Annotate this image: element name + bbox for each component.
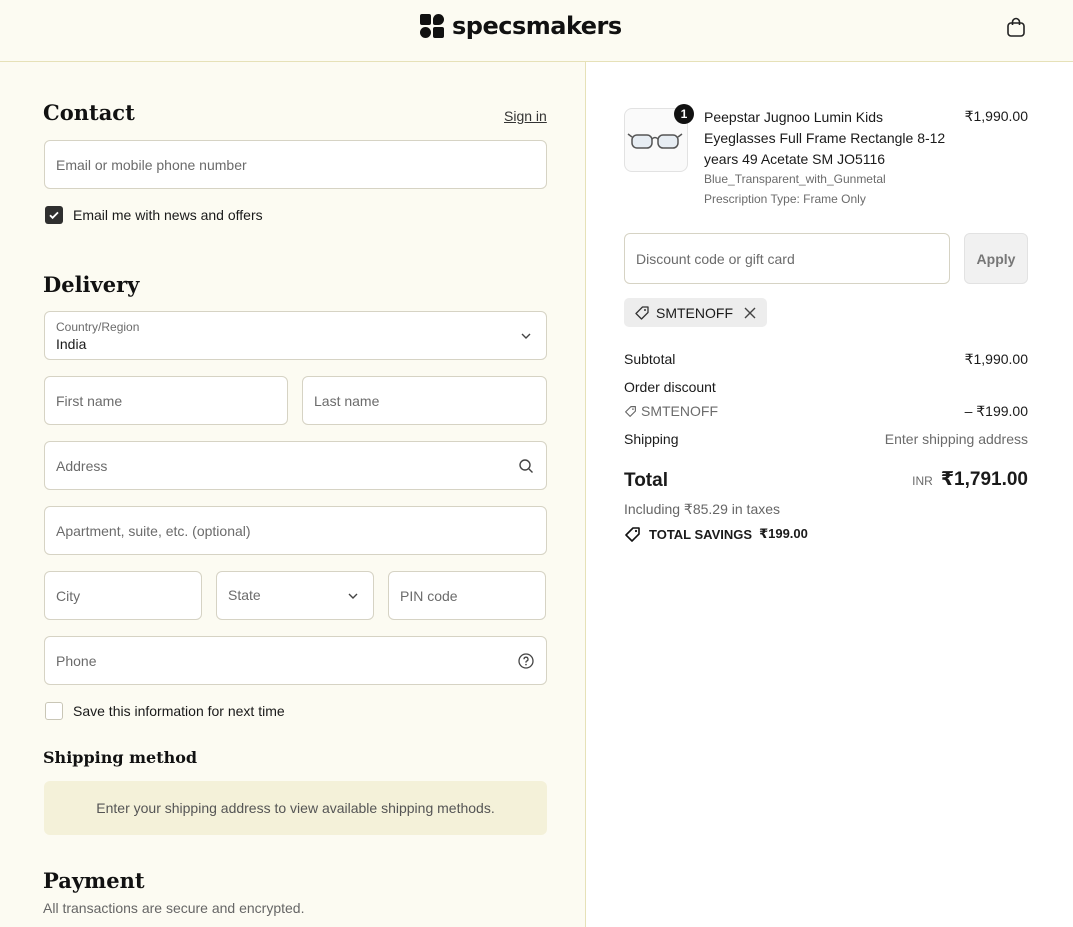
first-name-field[interactable] bbox=[44, 376, 288, 425]
save-info-label: Save this information for next time bbox=[73, 703, 285, 719]
address-field[interactable] bbox=[44, 441, 547, 490]
last-name-placeholder: Last name bbox=[314, 393, 380, 409]
checkout-form-panel bbox=[0, 62, 586, 927]
product-name: Peepstar Jugnoo Lumin Kids Eyeglasses Full Frame Rectangle 8-12 years 49 Acetate SM JO5116 bbox=[704, 109, 946, 167]
tag-icon bbox=[624, 405, 637, 418]
brand-logo-mark bbox=[420, 14, 444, 38]
apartment-placeholder: Apartment, suite, etc. (optional) bbox=[56, 523, 251, 539]
delivery-heading: Delivery bbox=[43, 272, 140, 297]
total-value: ₹1,791.00 bbox=[940, 469, 1028, 490]
shipping-method-heading: Shipping method bbox=[43, 748, 198, 767]
country-select[interactable] bbox=[44, 311, 547, 360]
contact-heading: Contact bbox=[43, 100, 135, 125]
apartment-field[interactable] bbox=[44, 506, 547, 555]
city-field[interactable] bbox=[44, 571, 202, 620]
subtotal-row bbox=[624, 351, 1028, 367]
search-icon bbox=[518, 458, 534, 474]
email-placeholder: Email or mobile phone number bbox=[56, 157, 247, 173]
discount-code-label: SMTENOFF bbox=[641, 403, 718, 419]
order-summary-panel bbox=[586, 62, 1073, 927]
discount-code-row bbox=[624, 403, 1028, 419]
remove-discount-icon[interactable] bbox=[743, 306, 757, 320]
payment-subtitle: All transactions are secure and encrypted. bbox=[43, 900, 305, 916]
state-placeholder: State bbox=[228, 587, 261, 603]
total-value-group bbox=[912, 468, 1028, 491]
total-savings-value: ₹199.00 bbox=[759, 526, 808, 541]
brand-name: specsmakers bbox=[452, 12, 622, 40]
brand-logo[interactable] bbox=[420, 13, 622, 39]
chevron-down-icon bbox=[518, 328, 534, 344]
product-prescription: Prescription Type: Frame Only bbox=[704, 192, 866, 206]
discount-code-field[interactable] bbox=[624, 233, 950, 284]
last-name-field[interactable] bbox=[302, 376, 547, 425]
applied-discount-chip bbox=[624, 298, 767, 327]
total-label: Total bbox=[624, 470, 668, 491]
tag-icon bbox=[634, 305, 650, 321]
shipping-method-message: Enter your shipping address to view available shipping methods. bbox=[96, 800, 495, 816]
savings-tag-icon bbox=[624, 526, 642, 542]
save-info-checkbox-row[interactable] bbox=[45, 702, 285, 720]
shipping-row bbox=[624, 431, 1028, 447]
product-price: ₹1,990.00 bbox=[964, 108, 1028, 124]
discount-code-placeholder: Discount code or gift card bbox=[636, 251, 795, 267]
chevron-down-icon bbox=[345, 588, 361, 604]
site-header bbox=[0, 0, 1073, 62]
country-label: Country/Region bbox=[56, 320, 140, 334]
shipping-value: Enter shipping address bbox=[884, 431, 1028, 447]
payment-heading: Payment bbox=[43, 868, 145, 893]
country-value: India bbox=[56, 336, 87, 352]
shopping-bag-icon[interactable] bbox=[1005, 16, 1027, 38]
order-discount-row bbox=[624, 379, 1028, 395]
total-savings bbox=[624, 526, 808, 542]
pin-code-placeholder: PIN code bbox=[400, 588, 458, 604]
subtotal-label: Subtotal bbox=[624, 351, 676, 367]
discount-value: – ₹199.00 bbox=[964, 403, 1028, 419]
subtotal-value: ₹1,990.00 bbox=[964, 351, 1028, 367]
first-name-placeholder: First name bbox=[56, 393, 123, 409]
address-placeholder: Address bbox=[56, 458, 108, 474]
shipping-label: Shipping bbox=[624, 431, 679, 447]
quantity-badge: 1 bbox=[674, 104, 694, 124]
city-placeholder: City bbox=[56, 588, 81, 604]
apply-discount-button[interactable]: Apply bbox=[964, 233, 1028, 284]
phone-placeholder: Phone bbox=[56, 653, 97, 669]
currency-code: INR bbox=[912, 474, 933, 488]
checkmark-icon bbox=[48, 209, 60, 221]
sign-in-link[interactable]: Sign in bbox=[504, 108, 547, 124]
shipping-method-notice bbox=[44, 781, 547, 835]
state-select[interactable] bbox=[216, 571, 374, 620]
applied-discount-code: SMTENOFF bbox=[656, 304, 733, 321]
help-icon[interactable] bbox=[518, 653, 534, 669]
news-checkbox-label: Email me with news and offers bbox=[73, 207, 263, 223]
total-savings-label: TOTAL SAVINGS bbox=[649, 526, 753, 542]
order-discount-label: Order discount bbox=[624, 379, 716, 395]
news-checkbox[interactable] bbox=[45, 206, 63, 224]
phone-field[interactable] bbox=[44, 636, 547, 685]
email-field[interactable] bbox=[44, 140, 547, 189]
news-checkbox-row[interactable] bbox=[45, 206, 263, 224]
product-variant: Blue_Transparent_with_Gunmetal bbox=[704, 172, 886, 186]
taxes-note: Including ₹85.29 in taxes bbox=[624, 501, 781, 517]
save-info-checkbox[interactable] bbox=[45, 702, 63, 720]
pin-code-field[interactable] bbox=[388, 571, 546, 620]
